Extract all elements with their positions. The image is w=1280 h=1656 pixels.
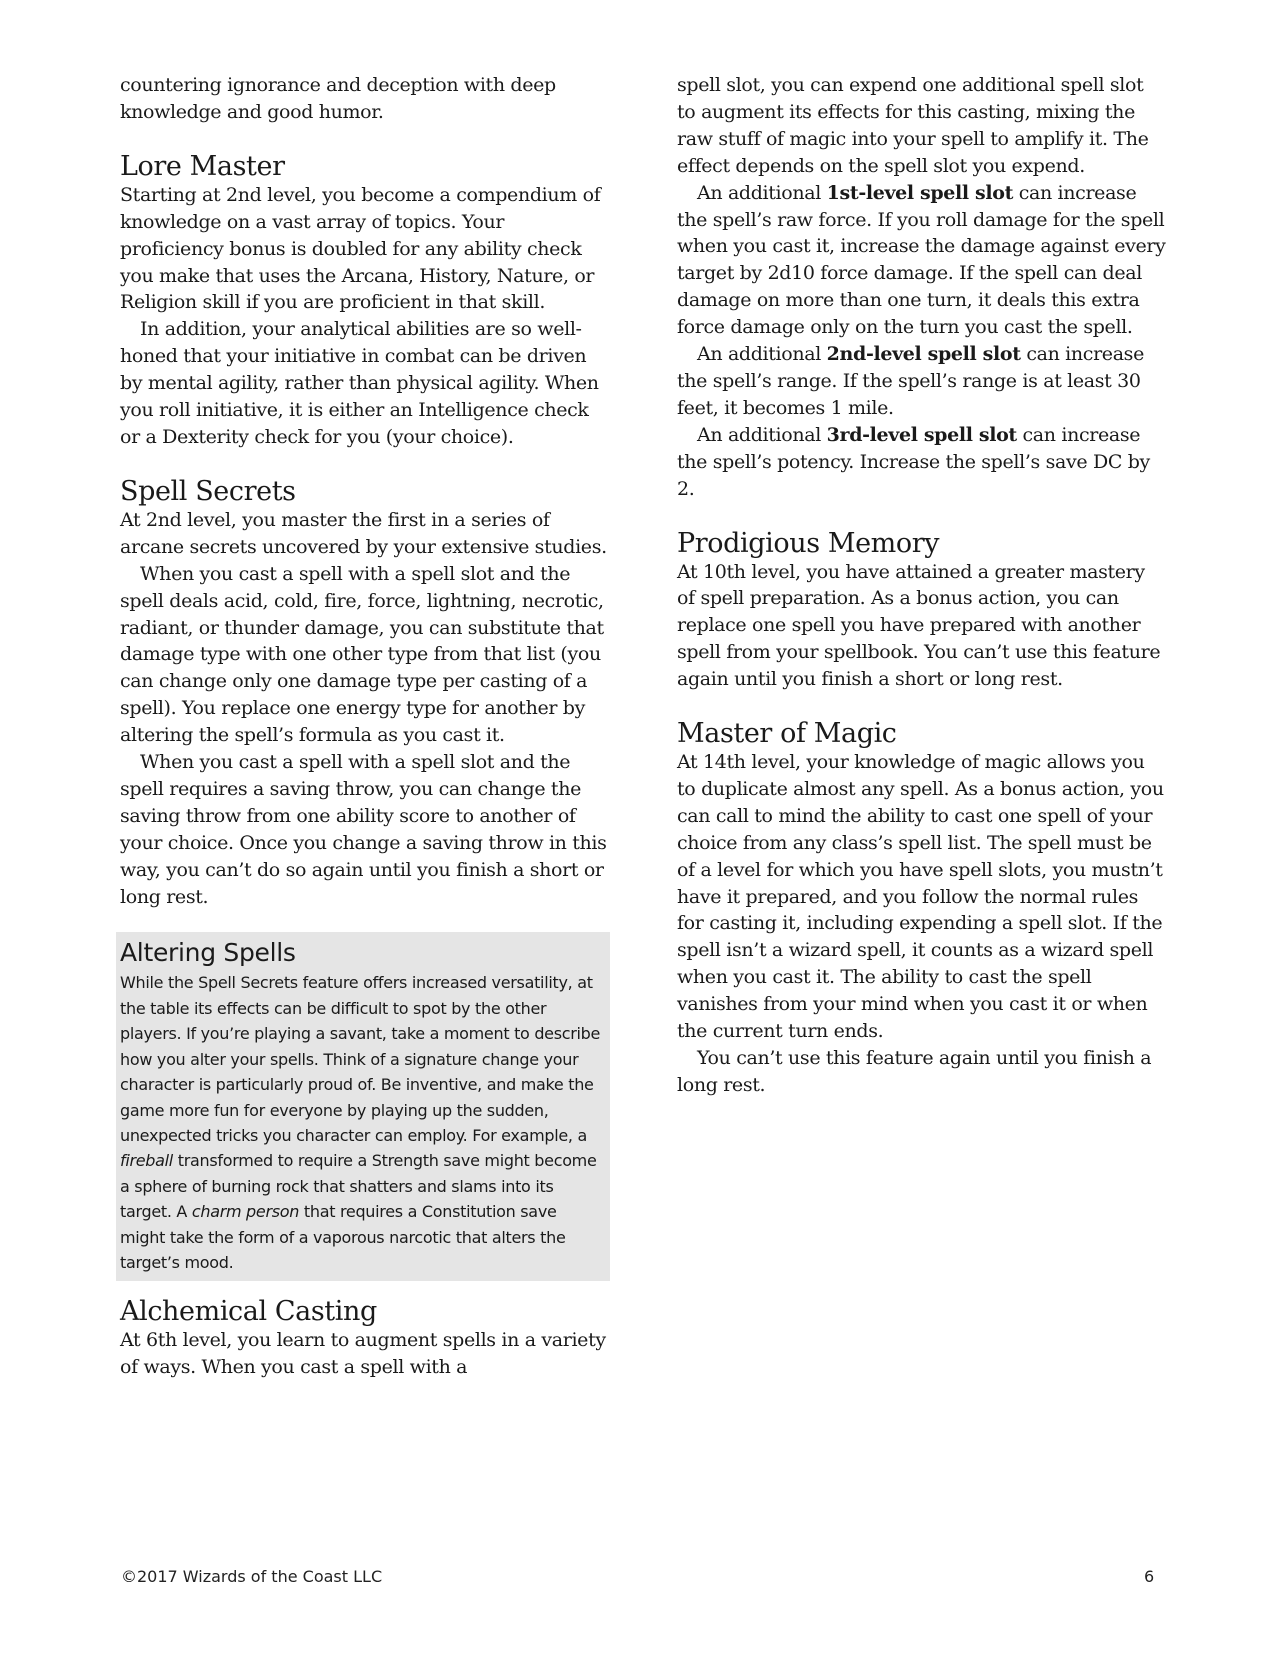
spell-secrets-section	[120, 477, 610, 911]
footer-page-number: 6	[1144, 1567, 1155, 1586]
alchemical-casting-paragraph-1: At 6th level, you learn to augment spells in a variety of ways. When you cast a spell with a	[120, 1329, 606, 1379]
lore-master-paragraph-2: In addition, your analytical abilities are so well-honed that your initiative in combat can be driven by mental agility, rather than physical agility. When you roll initiative, it is either an Intelligence check or a Dexterity check for you (your choice).	[120, 318, 599, 448]
first-level-bold: 1st-level spell slot	[826, 181, 1014, 204]
master-of-magic-heading: Master of Magic	[677, 718, 897, 750]
sidebar-italic-fireball: fireball	[120, 1151, 173, 1171]
sidebar-heading: Altering Spells	[120, 938, 296, 968]
footer-copyright: ©2017 Wizards of the Coast LLC	[121, 1567, 383, 1586]
spell-secrets-paragraph-3: When you cast a spell with a spell slot and the spell requires a saving throw, you can change the saving throw from one ability score to another of your choice. Once you change a saving throw in this way, you can’t do so again until you finish a short or long rest.	[120, 751, 607, 908]
prodigious-memory-paragraph-1: At 10th level, you have attained a greater mastery of spell preparation. As a bonus action, you can replace one spell you have prepared with another spell from your spellbook. You can’t use this feature again until you finish a short or long rest.	[677, 560, 1161, 691]
master-of-magic-section	[677, 719, 1167, 1099]
third-level-text: can increase the spell’s potency. Increase the spell’s save DC by 2.	[677, 423, 1150, 500]
lore-master-heading: Lore Master	[120, 150, 285, 182]
spell-secrets-heading: Spell Secrets	[120, 475, 296, 507]
sidebar-italic-charm-person: charm person	[191, 1202, 300, 1222]
spell-secrets-paragraph-1: At 2nd level, you master the first in a series of arcane secrets uncovered by your extensive studies.	[120, 508, 607, 558]
sidebar-text-b: transformed to require a Strength save might become a sphere of burning rock that shatters and slams into its target. A	[120, 1151, 597, 1222]
lore-master-section	[120, 152, 610, 451]
master-of-magic-paragraph-2: You can’t use this feature again until you finish a long rest.	[677, 1047, 1152, 1096]
alchemical-casting-section	[120, 1297, 610, 1381]
second-level-text: can increase the spell’s range. If the spell’s range is at least 30 feet, it becomes 1 mile.	[677, 343, 1144, 419]
third-level-bold: 3rd-level spell slot	[826, 423, 1017, 446]
second-level-lead: An additional	[697, 343, 827, 366]
third-level-lead: An additional	[697, 423, 827, 446]
third-level-slot-paragraph	[677, 422, 1167, 503]
master-of-magic-paragraph-1: At 14th level, your knowledge of magic allows you to duplicate almost any spell. As a bonus action, you can call to mind the ability to cast one spell of your choice from any class’s spell list. The spell must be of a level for which you have spell slots, you mustn’t have it prepared, and you follow the normal rules for casting it, including expending a spell slot. If the spell isn’t a wizard spell, it counts as a wizard spell when you cast it. The ability to cast the spell vanishes from your mind when you cast it or when the current turn ends.	[677, 751, 1164, 1043]
lore-master-paragraph-1: Starting at 2nd level, you become a compendium of knowledge on a vast array of topics. Your proficiency bonus is doubled for any ability check you make that uses the Arcana, History, Nature, or Religion skill if you are proficient in that skill.	[120, 183, 601, 314]
left-column	[120, 72, 610, 1381]
sidebar-text-c: that requires a Constitution save might take the form of a vaporous narcotic that alters the target’s mood.	[120, 1202, 566, 1272]
altering-spells-sidebar	[116, 932, 610, 1281]
alchemical-casting-heading: Alchemical Casting	[120, 1296, 377, 1328]
first-level-lead: An additional	[697, 181, 827, 204]
intro-tail-paragraph: countering ignorance and deception with deep knowledge and good humor.	[120, 74, 556, 123]
first-level-slot-paragraph	[677, 180, 1167, 341]
right-column	[677, 72, 1167, 1099]
prodigious-memory-heading: Prodigious Memory	[677, 527, 940, 559]
alchemical-casting-continued-paragraph: spell slot, you can expend one additional spell slot to augment its effects for this casting, mixing the raw stuff of magic into your spell to amplify it. The effect depends on the spell slot you expend.	[677, 74, 1149, 177]
sidebar-text-a: While the Spell Secrets feature offers increased versatility, at the table its effects can be difficult to spot by the other players. If you’re playing a savant, take a moment to describe how you alter your spells. Think of a signature change your character is particularly proud of. Be inventive, and make the game more fun for everyone by playing up the sudden, unexpected tricks you character can employ. For example, a	[120, 973, 601, 1145]
prodigious-memory-section	[677, 529, 1167, 694]
spell-secrets-paragraph-2: When you cast a spell with a spell slot and the spell deals acid, cold, fire, force, lightning, necrotic, radiant, or thunder damage, you can substitute that damage type with one other type from that list (you can change only one damage type per casting of a spell). You replace one energy type for another by altering the spell’s formula as you cast it.	[120, 562, 604, 747]
sidebar-paragraph	[120, 970, 606, 1275]
second-level-bold: 2nd-level spell slot	[826, 343, 1021, 366]
second-level-slot-paragraph	[677, 341, 1167, 422]
first-level-text: can increase the spell’s raw force. If you roll damage for the spell when you cast it, increase the damage against every target by 2d10 force damage. If the spell can deal damage on more than one turn, it deals this extra force damage only on the turn you cast the spell.	[677, 181, 1166, 339]
